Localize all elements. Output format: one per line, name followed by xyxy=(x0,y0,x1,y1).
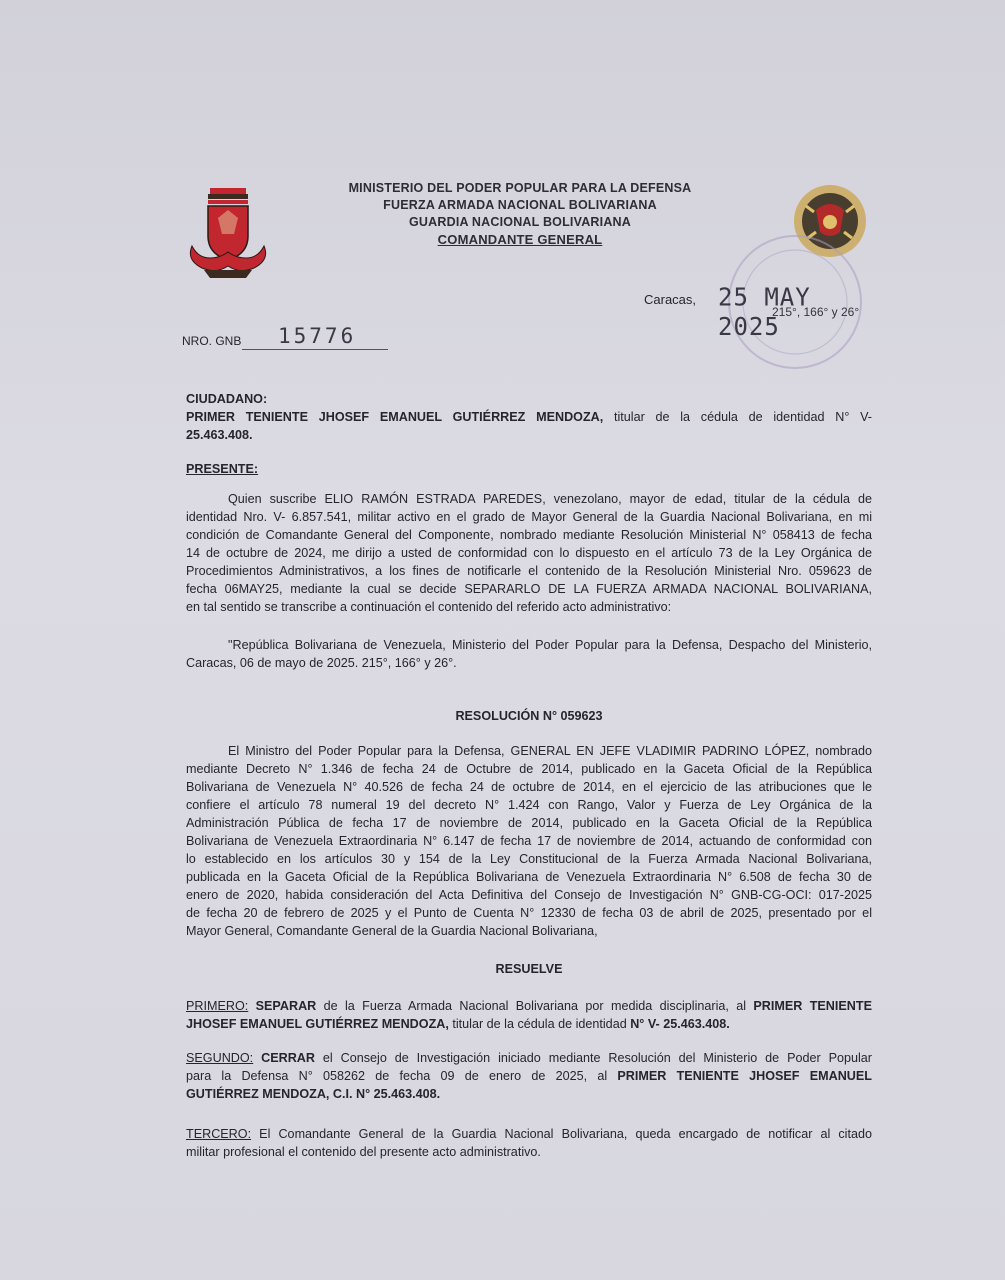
addressee-id-number: 25.463.408. xyxy=(186,428,253,442)
body-line: publicada en la Gaceta Oficial de la República Bolivariana de Venezuela Extraordinaria N° 6.508 de fecha 30 de xyxy=(186,870,872,884)
primero-line xyxy=(186,1015,872,1033)
body-line: enero de 2020, habida consideración del Acta Definitiva del Consejo de Investigación N° GNB-CG-OCI: 017-2025 xyxy=(186,888,872,902)
intro-line: fecha 06MAY25, mediante la cual se decide SEPARARLO DE LA FUERZA ARMADA NACIONAL BOLIVARIANA, xyxy=(186,582,872,596)
date-city: Caracas, xyxy=(644,292,697,307)
resuelve-heading: RESUELVE xyxy=(495,962,563,976)
nro-number: 15776 xyxy=(278,324,357,348)
segundo-line xyxy=(186,1049,872,1067)
primero-name: JHOSEF EMANUEL GUTIÉRREZ MENDOZA, xyxy=(186,1017,449,1031)
primero-id: N° V- 25.463.408. xyxy=(630,1017,730,1031)
addressee-id-text: titular de la cédula de identidad N° V- xyxy=(603,410,872,424)
body-line: Mayor General, Comandante General de la Guardia Nacional Bolivariana, xyxy=(186,924,598,938)
body-line: Administración Pública de fecha 17 de noviembre de 2014, publicado en la Gaceta Oficial de la República xyxy=(186,816,872,830)
segundo-verb: CERRAR xyxy=(253,1051,315,1065)
segundo-line: GUTIÉRREZ MENDOZA, C.I. N° 25.463.408. xyxy=(186,1087,441,1101)
date-years: 215°, 166° y 26° xyxy=(772,305,860,319)
date-stamp: 25 MAY 2025 xyxy=(718,282,811,342)
addressee-line xyxy=(186,408,872,426)
tercero-label: TERCERO: xyxy=(186,1127,252,1141)
header-gnb: GUARDIA NACIONAL BOLIVARIANA xyxy=(408,215,632,229)
body-line: mediante Decreto N° 1.346 de fecha 24 de Octubre de 2014, publicado en la Gaceta Oficial de la República xyxy=(186,762,872,776)
quote-paragraph xyxy=(186,636,872,672)
intro-line: condición de Comandante General del Componente, nombrado mediante Resolución Ministerial N° 058413 de fecha xyxy=(186,528,872,542)
nro-label: NRO. GNB xyxy=(182,334,242,348)
intro-paragraph xyxy=(186,490,872,616)
article-tercero xyxy=(186,1125,872,1161)
segundo-line xyxy=(186,1067,872,1085)
letterhead xyxy=(300,180,740,248)
intro-line: 14 de octubre de 2024, me dirijo a usted de conformidad con lo dispuesto en el artículo 73 de la Ley Orgánica de xyxy=(186,546,872,560)
body-line: lo establecido en los artículos 30 y 154 de la Ley Constitucional de la Fuerza Armada Nacional Bolivariana, xyxy=(186,852,872,866)
intro-line: Procedimientos Administrativos, a los fines de notificarle el contenido de la Resolución Ministerial Nro. 059623 de xyxy=(186,564,872,578)
primero-verb: SEPARAR xyxy=(248,999,317,1013)
segundo-text: para la Defensa N° 058262 de fecha 09 de enero de 2025, al xyxy=(186,1069,618,1083)
header-ministry: MINISTERIO DEL PODER POPULAR PARA LA DEFENSA xyxy=(348,181,692,195)
intro-line: en tal sentido se transcribe a continuación el contenido del referido acto administrativo: xyxy=(186,600,672,614)
body-line: confiere el artículo 78 numeral 19 del decreto N° 1.424 con Rango, Valor y Fuerza de Ley Orgánica de la xyxy=(186,798,872,812)
article-segundo xyxy=(186,1049,872,1103)
body-line: El Ministro del Poder Popular para la Defensa, GENERAL EN JEFE VLADIMIR PADRINO LÓPEZ, nombrado xyxy=(228,744,872,758)
header-fanb: FUERZA ARMADA NACIONAL BOLIVARIANA xyxy=(383,198,657,212)
primero-text: de la Fuerza Armada Nacional Bolivariana por medida disciplinaria, al xyxy=(316,999,754,1013)
resolution-body xyxy=(186,742,872,940)
article-primero xyxy=(186,997,872,1033)
primero-rank: PRIMER TENIENTE xyxy=(753,999,872,1013)
intro-line: identidad Nro. V- 6.857.541, militar activo en el grado de Mayor General de la Guardia Nacional Bolivariana, en mi xyxy=(186,510,872,524)
header-commander: COMANDANTE GENERAL xyxy=(437,232,603,247)
addressee xyxy=(186,390,872,444)
quote-line: Caracas, 06 de mayo de 2025. 215°, 166° y 26°. xyxy=(186,656,457,670)
presente-heading: PRESENTE: xyxy=(186,462,259,476)
body-line: Bolivariana de Venezuela Extraordinaria N° 6.147 de fecha 17 de noviembre de 2014, actuando de conformidad con xyxy=(186,834,872,848)
segundo-rank-name: PRIMER TENIENTE JHOSEF EMANUEL xyxy=(617,1069,872,1083)
guardia-nacional-crest-icon xyxy=(184,186,272,286)
body-line: de fecha 20 de febrero de 2025 y el Punto de Cuenta N° 12330 de fecha 03 de abril de 2025, presentado por el xyxy=(186,906,872,920)
quote-line: "República Bolivariana de Venezuela, Ministerio del Poder Popular para la Defensa, Despacho del Ministerio, xyxy=(228,638,872,652)
segundo-text: el Consejo de Investigación iniciado mediante Resolución del Ministerio de Poder Popular xyxy=(314,1051,873,1065)
nro-underline xyxy=(242,349,388,350)
body-line: Bolivariana de Venezuela N° 40.526 de fecha 24 de octubre de 2014, en el ejercicio de las atribuciones que le xyxy=(186,780,872,794)
tercero-line: militar profesional el contenido del presente acto administrativo. xyxy=(186,1145,541,1159)
addressee-name: PRIMER TENIENTE JHOSEF EMANUEL GUTIÉRREZ MENDOZA, xyxy=(186,410,604,424)
addressee-label: CIUDADANO: xyxy=(186,392,268,406)
tercero-text: El Comandante General de la Guardia Nacional Bolivariana, queda encargado de notificar al citado xyxy=(251,1127,872,1141)
primero-label: PRIMERO: xyxy=(186,999,249,1013)
intro-line: Quien suscribe ELIO RAMÓN ESTRADA PAREDES, venezolano, mayor de edad, titular de la cédula de xyxy=(228,492,872,506)
primero-id-text: titular de la cédula de identidad xyxy=(448,1017,631,1031)
primero-line xyxy=(186,997,872,1015)
tercero-line xyxy=(186,1125,872,1143)
segundo-label: SEGUNDO: xyxy=(186,1051,254,1065)
resolution-title: RESOLUCIÓN N° 059623 xyxy=(455,709,603,723)
